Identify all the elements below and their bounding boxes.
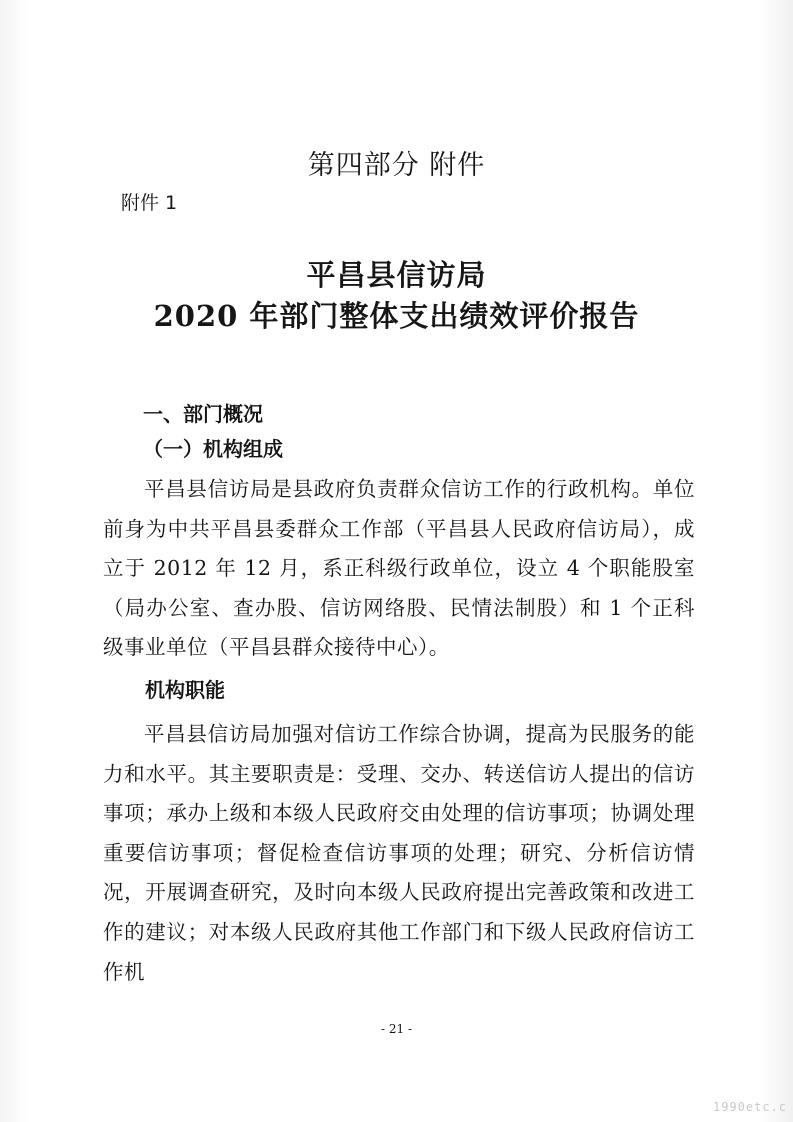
report-title-line-1: 平昌县信访局 <box>306 258 487 292</box>
part-title: 第四部分 附件 <box>307 150 486 181</box>
report-title-line-2: 2020 年部门整体支出绩效评价报告 <box>153 299 640 333</box>
attachment-label: 附件 1 <box>121 192 178 214</box>
function-paragraph: 平昌县信访局加强对信访工作综合协调，提高为民服务的能力和水平。其主要职责是：受理、交办、转送信访人提出的信访事项；承办上级和本级人民政府交由处理的信访事项；协调处理重要信访事项；督促检查信访事项的处理；研究、分析信访情况，开展调查研究，及时向本级人民政府提出完善政策和改进工作的建议；对本级人民政府其他工作部门和下级人民政府信访工作机 <box>103 722 695 984</box>
page-number: - 21 - <box>380 1022 412 1036</box>
subsection-heading-org: （一）机构组成 <box>143 437 283 461</box>
subsection-heading-function: 机构职能 <box>145 678 225 702</box>
watermark: 1990etc.c <box>712 1100 787 1114</box>
section-heading-overview: 一、部门概况 <box>143 402 263 426</box>
org-paragraph: 平昌县信访局是县政府负责群众信访工作的行政机构。单位前身为中共平昌县委群众工作部（平昌县人民政府信访局），成立于 2012 年 12 月，系正科级行政单位，设立 4 个职能股室（局办公室、查办股、信访网络股、民情法制股）和 1 个正科级事业单位（平昌县群众接待中心）。 <box>103 477 695 660</box>
